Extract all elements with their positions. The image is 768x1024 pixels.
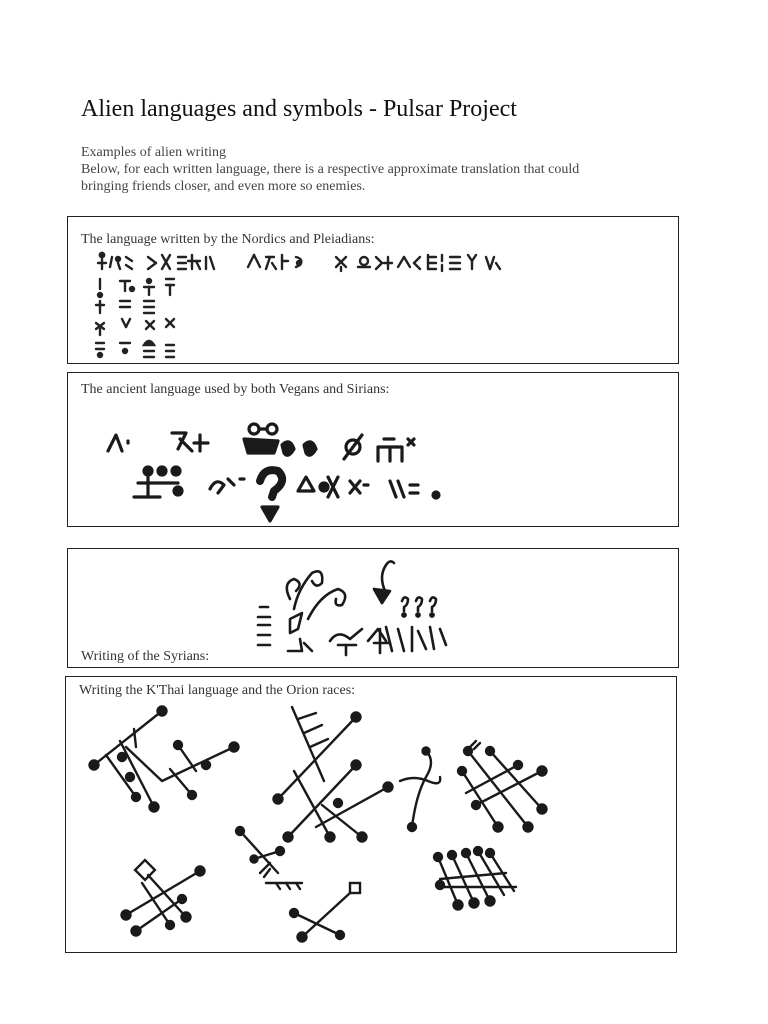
- intro-line-1: Examples of alien writing: [81, 145, 227, 160]
- section-label-syrian: Writing of the Syrians:: [81, 649, 210, 664]
- section-kthai-orion: [65, 676, 677, 953]
- kthai-orion-glyphs-icon: [66, 677, 678, 954]
- section-vegan-sirian: [67, 372, 679, 527]
- section-label-kthai-orion: Writing the K'Thai language and the Orion races:: [79, 683, 356, 698]
- nordic-pleiadian-glyphs-icon: [68, 217, 680, 365]
- section-label-vegan-sirian: The ancient language used by both Vegans and Sirians:: [81, 382, 390, 397]
- section-label-nordic-pleiadian: The language written by the Nordics and Pleiadians:: [81, 232, 375, 247]
- intro-text: [81, 144, 681, 195]
- syrian-glyphs-icon: [68, 549, 680, 669]
- page-title: Alien languages and symbols - Pulsar Project: [81, 96, 517, 122]
- section-nordic-pleiadian: [67, 216, 679, 364]
- section-syrian: [67, 548, 679, 668]
- intro-line-3: bringing friends closer, and even more so enemies.: [81, 179, 366, 194]
- vegan-sirian-glyphs-icon: [68, 373, 680, 528]
- intro-line-2: Below, for each written language, there is a respective approximate translation that could: [81, 162, 580, 177]
